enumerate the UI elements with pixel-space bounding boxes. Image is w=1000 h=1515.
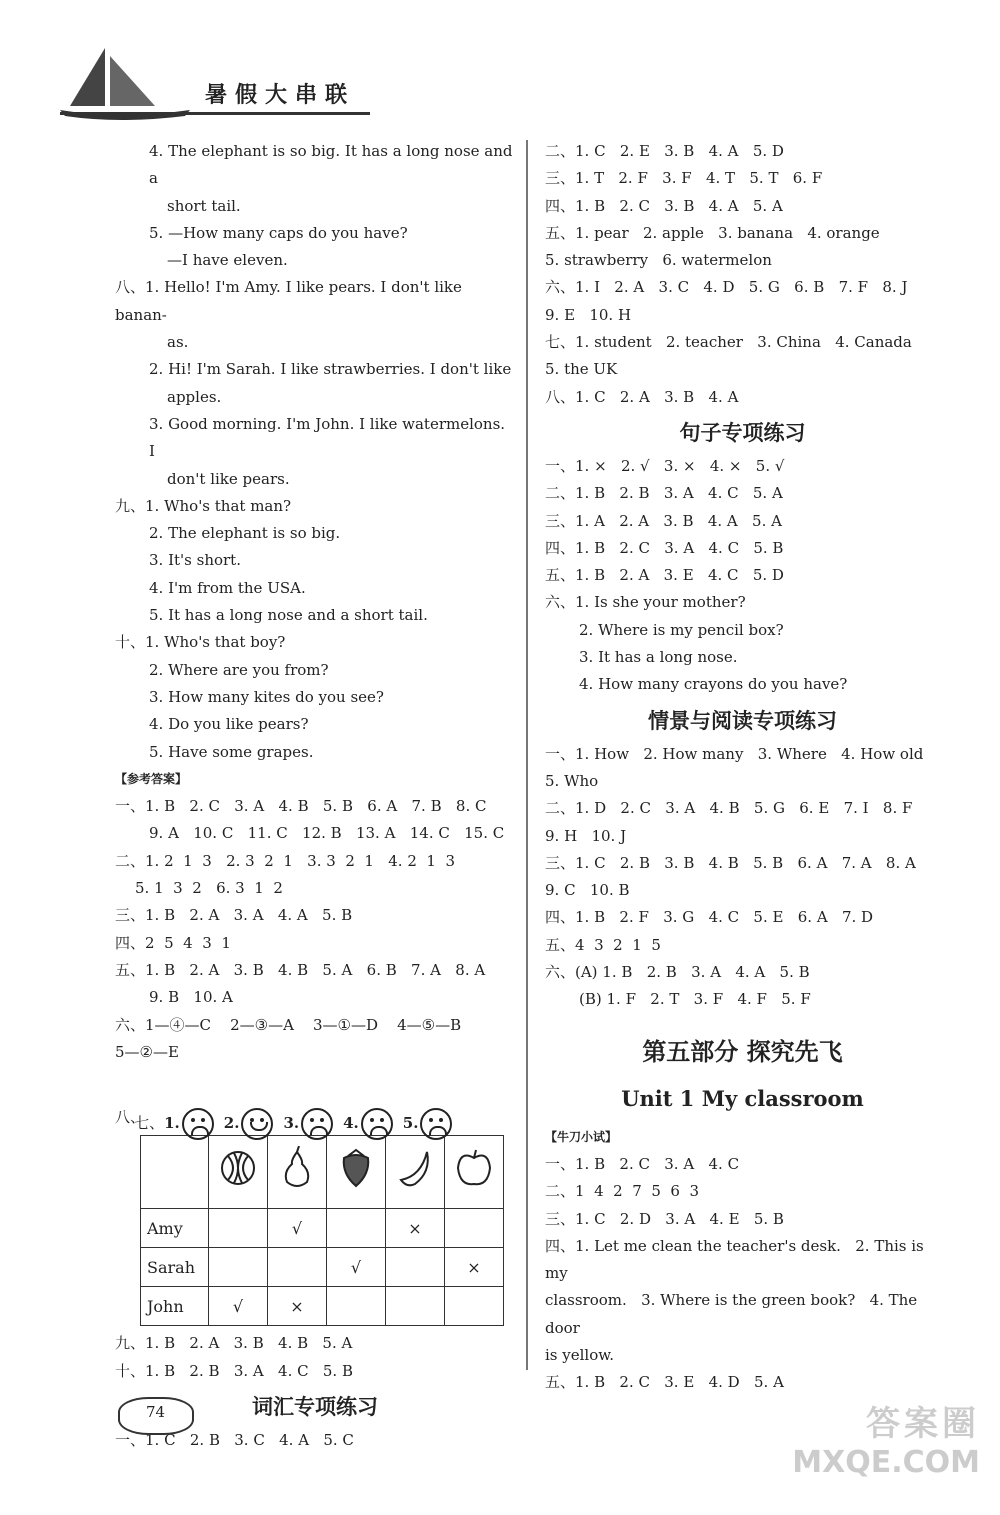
answer-line: 三、1. B 2. A 3. A 4. A 5. B xyxy=(115,906,353,925)
answer-line: 3. It's short. xyxy=(149,551,241,570)
answer-line: don't like pears. xyxy=(167,469,290,488)
answer-line: 5. 1 3 2 6. 3 1 2 xyxy=(135,879,283,898)
answer-line: 五、1. pear 2. apple 3. banana 4. orange xyxy=(545,223,880,242)
table-cell: √ xyxy=(209,1287,268,1326)
answer-line: (B) 1. F 2. T 3. F 4. F 5. F xyxy=(579,990,811,1009)
answer-line: 三、1. C 2. D 3. A 4. E 5. B xyxy=(545,1209,784,1228)
answer-line: 三、1. T 2. F 3. F 4. T 5. T 6. F xyxy=(545,169,823,188)
answer-line: short tail. xyxy=(167,196,241,215)
answer-line: 五、1. B 2. C 3. E 4. D 5. A xyxy=(545,1373,784,1392)
sad-face-icon xyxy=(182,1108,214,1140)
answer-line: 5. It has a long nose and a short tail. xyxy=(149,606,428,625)
table-cell xyxy=(327,1209,386,1248)
answer-line: 4. Do you like pears? xyxy=(149,715,309,734)
table-row xyxy=(141,1248,504,1287)
answer-line: 5. strawberry 6. watermelon xyxy=(545,251,772,270)
right-answers-d xyxy=(545,1151,940,1397)
sad-face-icon xyxy=(301,1108,333,1140)
faces-prefix: 七、 xyxy=(134,1114,165,1133)
answer-line: 3. It has a long nose. xyxy=(579,648,738,667)
answer-line: 5. Have some grapes. xyxy=(149,742,314,761)
happy-face-icon xyxy=(241,1108,273,1140)
answer-line: 二、1 4 2 7 5 6 3 xyxy=(545,1182,700,1201)
face-label: 2. xyxy=(223,1114,240,1133)
sentence-section-title: 句子专项练习 xyxy=(679,420,806,445)
answer-line: 四、1. B 2. C 3. A 4. C 5. B xyxy=(545,538,784,557)
answer-line: 3. Good morning. I'm John. I like watermelons. I xyxy=(149,414,510,461)
answer-line: 5—②—E xyxy=(115,1042,179,1061)
table-cell xyxy=(445,1209,504,1248)
answer-line: 5. the UK xyxy=(545,360,618,379)
page-number-badge xyxy=(118,1397,188,1433)
banana-icon xyxy=(386,1136,445,1209)
answer-line: 一、1. How 2. How many 3. Where 4. How old xyxy=(545,744,924,763)
unit-title: Unit 1 My classroom xyxy=(621,1085,864,1111)
answer-line: 2. Where are you from? xyxy=(149,660,329,679)
answer-line: 9. A 10. C 11. C 12. B 13. A 14. C 15. C xyxy=(149,824,505,843)
answer-line: 9. B 10. A xyxy=(149,988,233,1007)
table-row xyxy=(141,1287,504,1326)
answer-line: —I have eleven. xyxy=(167,251,288,270)
watermark xyxy=(792,1396,980,1480)
table-row xyxy=(141,1209,504,1248)
row-name: Sarah xyxy=(141,1248,209,1287)
fruit-header-row xyxy=(141,1136,504,1209)
answer-line: 5. Who xyxy=(545,771,599,790)
reading-section-title: 情景与阅读专项练习 xyxy=(648,708,837,733)
answer-line: 六、(A) 1. B 2. B 3. A 4. A 5. B xyxy=(545,963,810,982)
answer-line: 一、1. × 2. √ 3. × 4. × 5. √ xyxy=(545,456,785,475)
answer-line: 四、1. B 2. C 3. B 4. A 5. A xyxy=(545,196,783,215)
right-answers-c xyxy=(545,741,940,1014)
face-label: 1. xyxy=(164,1114,180,1133)
table-cell: × xyxy=(386,1209,445,1248)
table-cell: √ xyxy=(268,1209,327,1248)
answer-line: 3. How many kites do you see? xyxy=(149,687,384,706)
answer-line: 9. H 10. J xyxy=(545,826,627,845)
right-column xyxy=(545,138,940,1397)
answer-line: 二、1. D 2. C 3. A 4. B 5. G 6. E 7. I 8. F xyxy=(545,799,913,818)
part-title: 第五部分 探究先飞 xyxy=(642,1037,843,1066)
answer-line: 4. I'm from the USA. xyxy=(149,578,306,597)
answer-line: 三、1. C 2. B 3. B 4. B 5. B 6. A 7. A 8. A xyxy=(545,853,916,872)
answer-line: 2. The elephant is so big. xyxy=(149,524,341,543)
answer-line: 八、1. C 2. A 3. B 4. A xyxy=(545,387,739,406)
table-cell xyxy=(386,1287,445,1326)
answer-line: 四、2 5 4 3 1 xyxy=(115,933,231,952)
table-cell: √ xyxy=(327,1248,386,1287)
watermark-text: 答案圈 xyxy=(866,1404,980,1444)
watermark-url: MXQE.COM xyxy=(792,1445,980,1480)
strawberry-icon xyxy=(327,1136,386,1209)
answer-line: 六、1—④—C 2—③—A 3—①—D 4—⑤—B xyxy=(115,1015,462,1034)
answer-line: 九、1. B 2. A 3. B 4. B 5. A xyxy=(115,1334,353,1353)
sailboat-icon xyxy=(60,40,200,120)
table-cell xyxy=(268,1248,327,1287)
answer-line: 六、1. I 2. A 3. C 4. D 5. G 6. B 7. F 8. J xyxy=(545,278,908,297)
answer-line: 二、1. B 2. B 3. A 4. C 5. A xyxy=(545,484,783,503)
header-title: 暑假大串联 xyxy=(205,83,356,108)
answer-line: 八、1. Hello! I'm Amy. I like pears. I don't like banan- xyxy=(115,278,467,324)
right-answers-a xyxy=(545,138,940,411)
answer-line: 二、1. 2 1 3 2. 3 2 1 3. 3 2 1 4. 2 1 3 xyxy=(115,851,456,870)
left-column xyxy=(115,138,518,1454)
faces-row xyxy=(115,1066,515,1133)
sad-face-icon xyxy=(361,1108,393,1140)
answer-line: 十、1. B 2. B 3. A 4. C 5. B xyxy=(115,1361,353,1380)
answer-line: 一、1. B 2. C 3. A 4. C xyxy=(545,1154,740,1173)
answer-line: 五、1. B 2. A 3. B 4. B 5. A 6. B 7. A 8. A xyxy=(115,960,486,979)
left-answer-lines xyxy=(115,138,518,1066)
answer-line: 9. C 10. B xyxy=(545,881,630,900)
answer-line: 二、1. C 2. E 3. B 4. A 5. D xyxy=(545,142,784,160)
table-cell xyxy=(209,1248,268,1287)
answer-line: is yellow. xyxy=(545,1345,615,1364)
answer-line: 九、1. Who's that man? xyxy=(115,496,292,515)
table-cell: × xyxy=(445,1248,504,1287)
header-rule xyxy=(60,112,370,115)
page-number: 74 xyxy=(146,1403,166,1421)
answer-line: apples. xyxy=(167,387,222,406)
table-label: 八、 xyxy=(115,1108,146,1127)
answer-line: as. xyxy=(167,333,189,352)
answer-line: classroom. 3. Where is the green book? 4. The door xyxy=(545,1291,922,1337)
table-cell: × xyxy=(268,1287,327,1326)
row-name: John xyxy=(141,1287,209,1326)
answer-line: 4. The elephant is so big. It has a long nose and a xyxy=(149,142,518,188)
face-label: 3. xyxy=(283,1114,300,1133)
vocab-answers: 一、1. C 2. B 3. C 4. A 5. C xyxy=(115,1430,354,1449)
column-divider xyxy=(526,140,528,1370)
answer-line: 四、1. B 2. F 3. G 4. C 5. E 6. A 7. D xyxy=(545,908,874,927)
answer-line: 5. —How many caps do you have? xyxy=(149,223,408,242)
answer-line: 2. Where is my pencil box? xyxy=(579,620,784,639)
answer-line: 4. How many crayons do you have? xyxy=(579,675,848,694)
answer-line: 十、1. Who's that boy? xyxy=(115,633,286,652)
table-cell xyxy=(386,1248,445,1287)
answer-line: 【参考答案】 xyxy=(115,771,188,786)
left-after-lines xyxy=(115,1330,515,1385)
answer-line: 一、1. B 2. C 3. A 4. B 5. B 6. A 7. B 8. C xyxy=(115,797,487,816)
answer-line: 2. Hi! I'm Sarah. I like strawberries. I don't like xyxy=(149,360,512,379)
answer-line: 七、1. student 2. teacher 3. China 4. Canada xyxy=(545,333,912,352)
right-answers-b xyxy=(545,453,940,699)
corner-cell xyxy=(141,1136,209,1209)
answer-line: 四、1. Let me clean the teacher's desk. 2. This is my xyxy=(545,1236,929,1283)
sad-face-icon xyxy=(420,1108,452,1140)
row-name: Amy xyxy=(141,1209,209,1248)
page-header xyxy=(60,40,400,130)
pear-icon xyxy=(268,1136,327,1209)
face-label: 4. xyxy=(343,1114,359,1133)
table-cell xyxy=(445,1287,504,1326)
face-label: 5. xyxy=(402,1114,419,1133)
vocab-section-title: 词汇专项练习 xyxy=(252,1394,378,1419)
answer-line: 六、1. Is she your mother? xyxy=(545,593,746,612)
table-cell xyxy=(209,1209,268,1248)
apple-icon xyxy=(445,1136,504,1209)
practice-tag: 【牛刀小试】 xyxy=(545,1129,618,1144)
answer-line: 9. E 10. H xyxy=(545,305,632,324)
table-cell xyxy=(327,1287,386,1326)
answer-line: 五、4 3 2 1 5 xyxy=(545,935,661,954)
answer-line: 五、1. B 2. A 3. E 4. C 5. D xyxy=(545,566,784,585)
fruit-table xyxy=(140,1135,504,1326)
watermelon-icon xyxy=(209,1136,268,1209)
answer-line: 三、1. A 2. A 3. B 4. A 5. A xyxy=(545,511,782,530)
